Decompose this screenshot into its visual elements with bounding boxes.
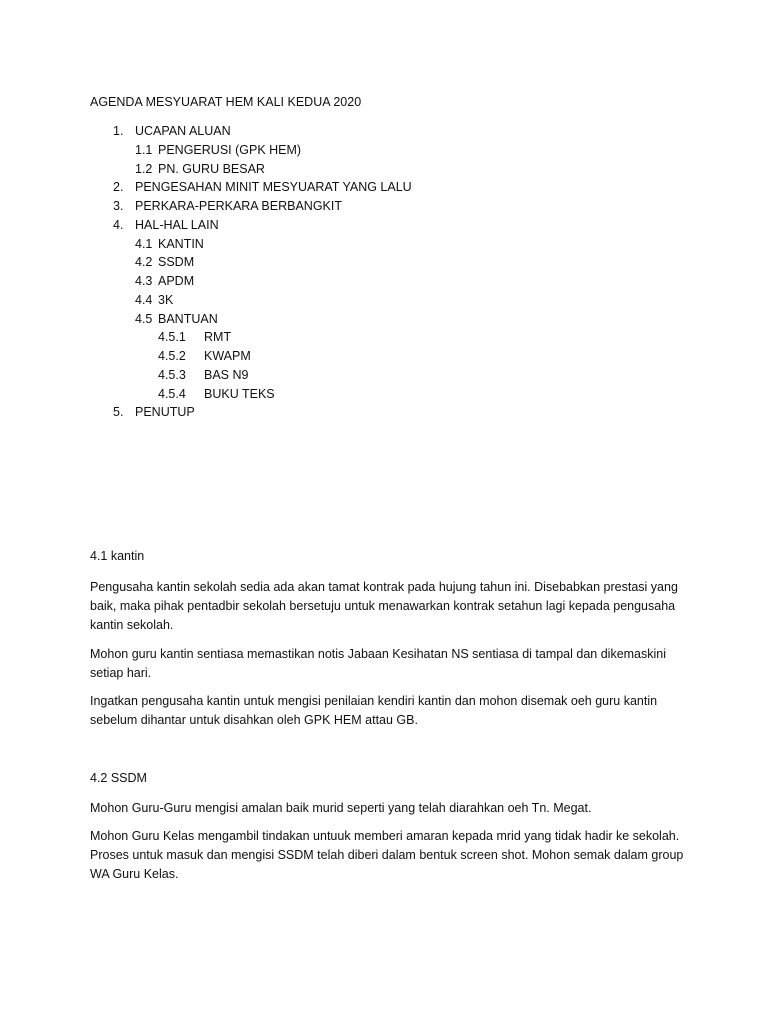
section-heading: 4.2 SSDM xyxy=(90,771,147,785)
agenda-item-label: KANTIN xyxy=(158,236,204,251)
agenda-item-number: 1.1 xyxy=(135,142,153,157)
paragraph: Pengusaha kantin sekolah sedia ada akan tamat kontrak pada hujung tahun ini. Disebabkan prestasi yang baik, maka pihak pentadbir sekolah bersetuju untuk menawarkan kontrak setahun lagi kepada pengusaha kantin sekolah. xyxy=(90,580,678,632)
paragraph: Mohon Guru Kelas mengambil tindakan untuuk memberi amaran kepada mrid yang tidak hadir ke sekolah. Proses untuk masuk dan mengisi SSDM telah diberi dalam bentuk screen shot. Mohon semak dalam group WA Guru Kelas. xyxy=(90,829,684,881)
agenda-item-label: BANTUAN xyxy=(158,311,218,326)
agenda-item-label: HAL-HAL LAIN xyxy=(135,217,219,232)
agenda-item-number: 4.1 xyxy=(135,236,153,251)
paragraph: Ingatkan pengusaha kantin untuk mengisi penilaian kendiri kantin dan mohon disemak oeh guru kantin sebelum dihantar untuk disahkan oleh GPK HEM attau GB. xyxy=(90,694,658,727)
agenda-item-number: 4.5.4 xyxy=(158,386,186,401)
agenda-item-label: PENGESAHAN MINIT MESYUARAT YANG LALU xyxy=(135,180,412,195)
agenda-item-label: UCAPAN ALUAN xyxy=(135,124,231,138)
agenda-item-number: 4.5 xyxy=(135,311,153,326)
agenda-item-label: KWAPM xyxy=(204,349,251,363)
agenda-item-number: 5. xyxy=(113,405,124,420)
agenda-item-label: SSDM xyxy=(158,255,195,270)
agenda-item-label: PERKARA-PERKARA BERBANGKIT xyxy=(135,199,343,213)
agenda-item-label: APDM xyxy=(158,274,195,288)
agenda-item-number: 3. xyxy=(113,199,124,213)
agenda-title: AGENDA MESYUARAT HEM KALI KEDUA 2020 xyxy=(90,95,362,109)
agenda-item-label: PENUTUP xyxy=(135,405,195,420)
agenda-item-label: PN. GURU BESAR xyxy=(158,161,265,176)
agenda-item-label: PENGERUSI (GPK HEM) xyxy=(158,142,302,157)
agenda-item-number: 2. xyxy=(113,180,124,195)
section-heading: 4.1 kantin xyxy=(90,549,145,563)
paragraph: Mohon guru kantin sentiasa memastikan notis Jabaan Kesihatan NS sentiasa di tampal dan dikemaskini setiap hari. xyxy=(90,647,667,680)
agenda-item-label: 3K xyxy=(158,292,174,307)
agenda-item-number: 4.5.1 xyxy=(158,330,186,345)
agenda-item-number: 4.3 xyxy=(135,274,153,288)
agenda-item-number: 1. xyxy=(113,124,124,138)
agenda-item-number: 4.4 xyxy=(135,292,153,307)
agenda-item-label: RMT xyxy=(204,330,232,345)
agenda-item-number: 4.5.2 xyxy=(158,349,186,363)
paragraph: Mohon Guru-Guru mengisi amalan baik murid seperti yang telah diarahkan oeh Tn. Megat. xyxy=(90,801,592,815)
agenda-item-label: BAS N9 xyxy=(204,367,249,382)
agenda-item-label: BUKU TEKS xyxy=(204,386,275,401)
agenda-item-number: 4.2 xyxy=(135,255,153,270)
agenda-item-number: 4.5.3 xyxy=(158,367,186,382)
agenda-item-number: 1.2 xyxy=(135,161,153,176)
agenda-item-number: 4. xyxy=(113,217,124,232)
